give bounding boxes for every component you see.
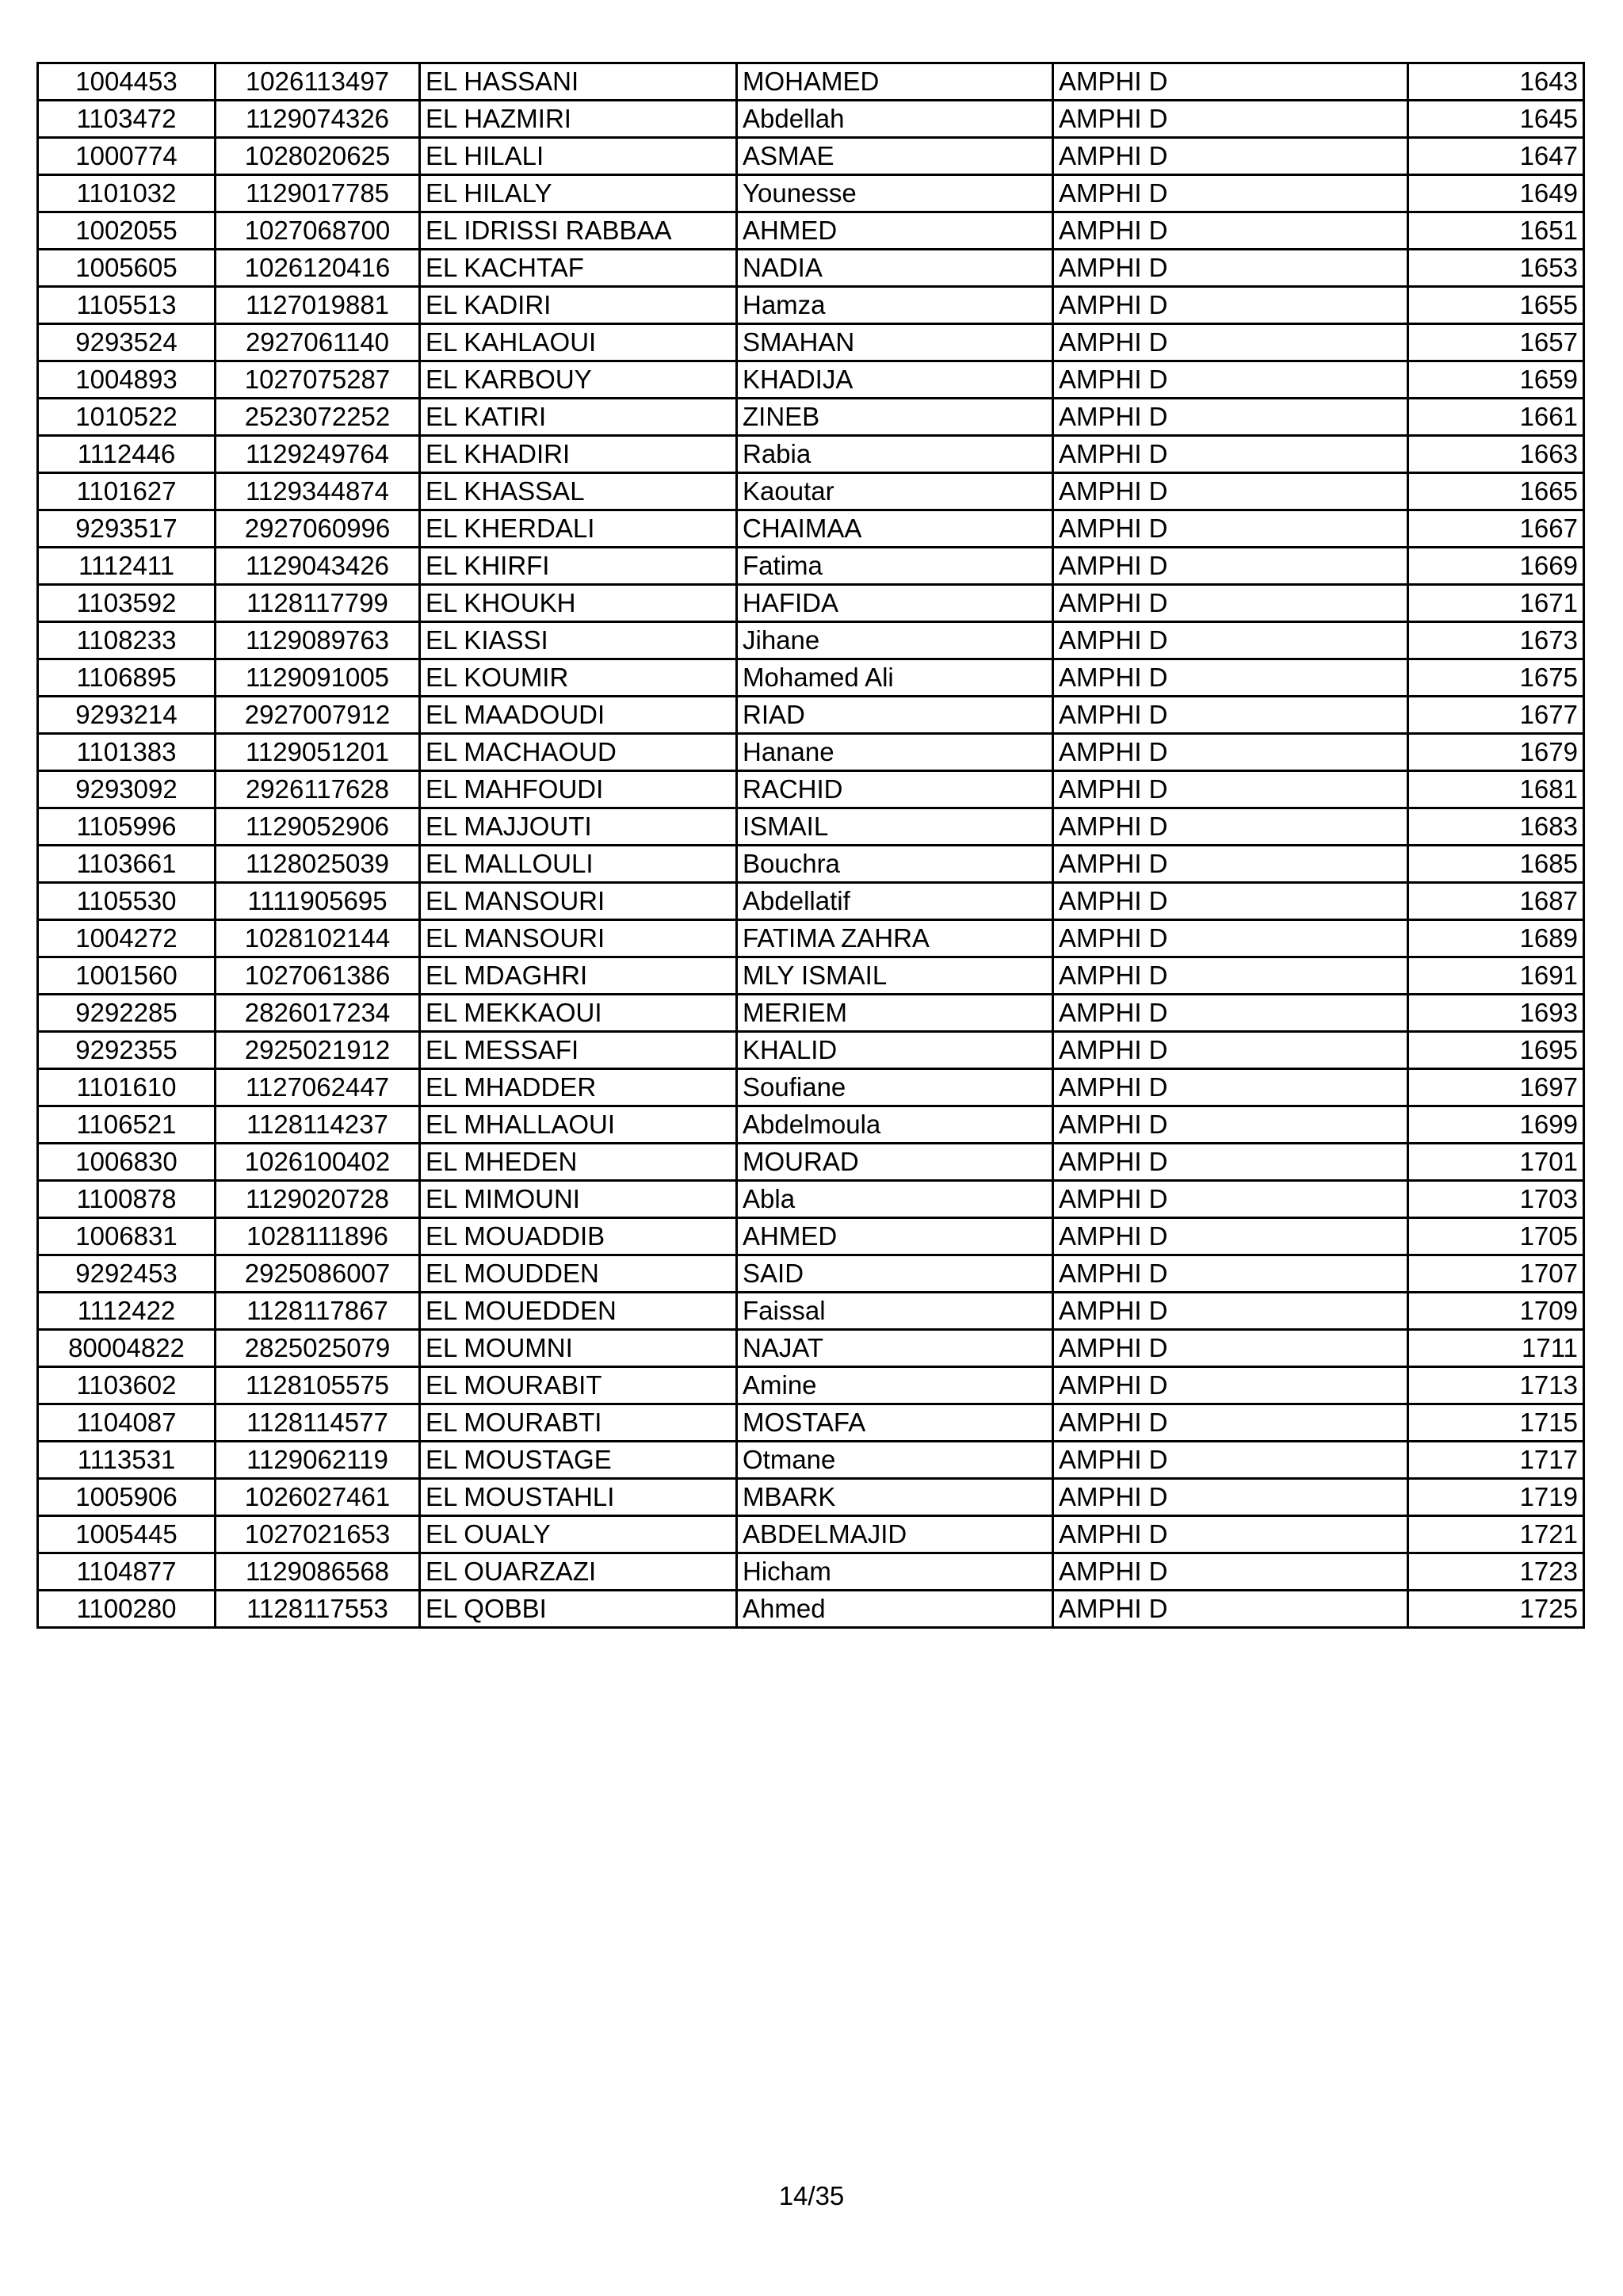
- student-id-cell: 1103602: [38, 1367, 216, 1404]
- table-row: [38, 1367, 1584, 1404]
- first-name-cell: Hamza: [737, 287, 1053, 324]
- room-cell: AMPHI D: [1053, 846, 1408, 883]
- room-cell: AMPHI D: [1053, 1330, 1408, 1367]
- first-name-cell: Abdellatif: [737, 883, 1053, 920]
- registration-number-cell: 1129344874: [216, 473, 420, 510]
- last-name-cell: EL MANSOURI: [420, 883, 737, 920]
- table-row: [38, 1181, 1584, 1218]
- first-name-cell: Younesse: [737, 175, 1053, 212]
- registration-number-cell: 1128105575: [216, 1367, 420, 1404]
- first-name-cell: MERIEM: [737, 995, 1053, 1032]
- seat-number-cell: 1661: [1408, 399, 1584, 436]
- student-id-cell: 1000774: [38, 138, 216, 175]
- student-id-cell: 1105530: [38, 883, 216, 920]
- student-id-cell: 1105513: [38, 287, 216, 324]
- last-name-cell: EL MIMOUNI: [420, 1181, 737, 1218]
- table-row: [38, 697, 1584, 734]
- first-name-cell: MOSTAFA: [737, 1404, 1053, 1442]
- room-cell: AMPHI D: [1053, 1442, 1408, 1479]
- seat-number-cell: 1673: [1408, 622, 1584, 659]
- student-id-cell: 1112422: [38, 1293, 216, 1330]
- table-row: [38, 63, 1584, 101]
- seat-number-cell: 1655: [1408, 287, 1584, 324]
- table-row: [38, 957, 1584, 995]
- student-id-cell: 1101627: [38, 473, 216, 510]
- first-name-cell: Otmane: [737, 1442, 1053, 1479]
- seat-number-cell: 1667: [1408, 510, 1584, 548]
- table-row: [38, 734, 1584, 771]
- last-name-cell: EL KHERDALI: [420, 510, 737, 548]
- first-name-cell: NAJAT: [737, 1330, 1053, 1367]
- room-cell: AMPHI D: [1053, 1479, 1408, 1516]
- seat-number-cell: 1677: [1408, 697, 1584, 734]
- registration-number-cell: 2523072252: [216, 399, 420, 436]
- student-id-cell: 9293524: [38, 324, 216, 361]
- student-id-cell: 1105996: [38, 808, 216, 846]
- registration-number-cell: 1027068700: [216, 212, 420, 250]
- room-cell: AMPHI D: [1053, 1106, 1408, 1144]
- student-id-cell: 1108233: [38, 622, 216, 659]
- first-name-cell: Ahmed: [737, 1591, 1053, 1628]
- first-name-cell: AHMED: [737, 1218, 1053, 1255]
- table-row: [38, 1255, 1584, 1293]
- registration-number-cell: 1128117553: [216, 1591, 420, 1628]
- student-id-cell: 1101032: [38, 175, 216, 212]
- registration-number-cell: 2926117628: [216, 771, 420, 808]
- last-name-cell: EL KATIRI: [420, 399, 737, 436]
- student-id-cell: 9292453: [38, 1255, 216, 1293]
- seat-number-cell: 1665: [1408, 473, 1584, 510]
- table-row: [38, 1442, 1584, 1479]
- last-name-cell: EL HAZMIRI: [420, 101, 737, 138]
- first-name-cell: Hanane: [737, 734, 1053, 771]
- room-cell: AMPHI D: [1053, 1218, 1408, 1255]
- table-row: [38, 883, 1584, 920]
- table-row: [38, 1591, 1584, 1628]
- seat-number-cell: 1657: [1408, 324, 1584, 361]
- first-name-cell: Bouchra: [737, 846, 1053, 883]
- seat-number-cell: 1647: [1408, 138, 1584, 175]
- registration-number-cell: 2927061140: [216, 324, 420, 361]
- seat-number-cell: 1683: [1408, 808, 1584, 846]
- student-id-cell: 9292285: [38, 995, 216, 1032]
- table-row: [38, 324, 1584, 361]
- registration-number-cell: 1129052906: [216, 808, 420, 846]
- first-name-cell: ISMAIL: [737, 808, 1053, 846]
- table-row: [38, 361, 1584, 399]
- room-cell: AMPHI D: [1053, 734, 1408, 771]
- table-row: [38, 1144, 1584, 1181]
- room-cell: AMPHI D: [1053, 883, 1408, 920]
- table-row: [38, 1479, 1584, 1516]
- room-cell: AMPHI D: [1053, 101, 1408, 138]
- last-name-cell: EL MOURABTI: [420, 1404, 737, 1442]
- last-name-cell: EL KHADIRI: [420, 436, 737, 473]
- student-id-cell: 1006831: [38, 1218, 216, 1255]
- last-name-cell: EL MOUEDDEN: [420, 1293, 737, 1330]
- student-id-cell: 9292355: [38, 1032, 216, 1069]
- room-cell: AMPHI D: [1053, 324, 1408, 361]
- last-name-cell: EL MOUSTAGE: [420, 1442, 737, 1479]
- student-id-cell: 1101383: [38, 734, 216, 771]
- registration-number-cell: 1129017785: [216, 175, 420, 212]
- last-name-cell: EL MHEDEN: [420, 1144, 737, 1181]
- room-cell: AMPHI D: [1053, 1367, 1408, 1404]
- registration-number-cell: 1129051201: [216, 734, 420, 771]
- first-name-cell: Fatima: [737, 548, 1053, 585]
- table-row: [38, 1069, 1584, 1106]
- first-name-cell: MOURAD: [737, 1144, 1053, 1181]
- seat-number-cell: 1669: [1408, 548, 1584, 585]
- first-name-cell: HAFIDA: [737, 585, 1053, 622]
- last-name-cell: EL MAJJOUTI: [420, 808, 737, 846]
- room-cell: AMPHI D: [1053, 361, 1408, 399]
- student-id-cell: 1103661: [38, 846, 216, 883]
- seat-number-cell: 1671: [1408, 585, 1584, 622]
- seat-number-cell: 1649: [1408, 175, 1584, 212]
- registration-number-cell: 2925086007: [216, 1255, 420, 1293]
- registration-number-cell: 1028020625: [216, 138, 420, 175]
- last-name-cell: EL KHASSAL: [420, 473, 737, 510]
- last-name-cell: EL MHADDER: [420, 1069, 737, 1106]
- room-cell: AMPHI D: [1053, 1144, 1408, 1181]
- table-row: [38, 920, 1584, 957]
- table-row: [38, 659, 1584, 697]
- last-name-cell: EL HILALY: [420, 175, 737, 212]
- seat-number-cell: 1699: [1408, 1106, 1584, 1144]
- seat-number-cell: 1723: [1408, 1553, 1584, 1591]
- last-name-cell: EL KACHTAF: [420, 250, 737, 287]
- table-row: [38, 1330, 1584, 1367]
- student-id-cell: 1106895: [38, 659, 216, 697]
- seat-number-cell: 1705: [1408, 1218, 1584, 1255]
- first-name-cell: Rabia: [737, 436, 1053, 473]
- registration-number-cell: 1028102144: [216, 920, 420, 957]
- seat-number-cell: 1643: [1408, 63, 1584, 101]
- room-cell: AMPHI D: [1053, 1069, 1408, 1106]
- first-name-cell: Jihane: [737, 622, 1053, 659]
- student-id-cell: 1100280: [38, 1591, 216, 1628]
- student-id-cell: 1002055: [38, 212, 216, 250]
- registration-number-cell: 1128025039: [216, 846, 420, 883]
- table-row: [38, 995, 1584, 1032]
- registration-number-cell: 1128117799: [216, 585, 420, 622]
- table-row: [38, 1218, 1584, 1255]
- table-row: [38, 808, 1584, 846]
- last-name-cell: EL HILALI: [420, 138, 737, 175]
- first-name-cell: SAID: [737, 1255, 1053, 1293]
- first-name-cell: Abla: [737, 1181, 1053, 1218]
- first-name-cell: ZINEB: [737, 399, 1053, 436]
- registration-number-cell: 1026113497: [216, 63, 420, 101]
- first-name-cell: FATIMA ZAHRA: [737, 920, 1053, 957]
- student-id-cell: 1103592: [38, 585, 216, 622]
- first-name-cell: Mohamed Ali: [737, 659, 1053, 697]
- last-name-cell: EL MAADOUDI: [420, 697, 737, 734]
- room-cell: AMPHI D: [1053, 212, 1408, 250]
- room-cell: AMPHI D: [1053, 771, 1408, 808]
- room-cell: AMPHI D: [1053, 1591, 1408, 1628]
- registration-number-cell: 1129020728: [216, 1181, 420, 1218]
- last-name-cell: EL KIASSI: [420, 622, 737, 659]
- student-id-cell: 1006830: [38, 1144, 216, 1181]
- last-name-cell: EL KADIRI: [420, 287, 737, 324]
- last-name-cell: EL MAHFOUDI: [420, 771, 737, 808]
- room-cell: AMPHI D: [1053, 548, 1408, 585]
- first-name-cell: NADIA: [737, 250, 1053, 287]
- registration-number-cell: 1129062119: [216, 1442, 420, 1479]
- room-cell: AMPHI D: [1053, 399, 1408, 436]
- registration-number-cell: 1027021653: [216, 1516, 420, 1553]
- seat-number-cell: 1707: [1408, 1255, 1584, 1293]
- student-roster-table: [36, 62, 1585, 1629]
- seat-number-cell: 1721: [1408, 1516, 1584, 1553]
- room-cell: AMPHI D: [1053, 175, 1408, 212]
- seat-number-cell: 1659: [1408, 361, 1584, 399]
- last-name-cell: EL HASSANI: [420, 63, 737, 101]
- seat-number-cell: 1663: [1408, 436, 1584, 473]
- room-cell: AMPHI D: [1053, 287, 1408, 324]
- first-name-cell: CHAIMAA: [737, 510, 1053, 548]
- student-id-cell: 1004272: [38, 920, 216, 957]
- first-name-cell: Hicham: [737, 1553, 1053, 1591]
- room-cell: AMPHI D: [1053, 1181, 1408, 1218]
- seat-number-cell: 1685: [1408, 846, 1584, 883]
- registration-number-cell: 1128114577: [216, 1404, 420, 1442]
- seat-number-cell: 1651: [1408, 212, 1584, 250]
- roster-body: [38, 63, 1584, 1628]
- registration-number-cell: 1127019881: [216, 287, 420, 324]
- table-row: [38, 138, 1584, 175]
- room-cell: AMPHI D: [1053, 697, 1408, 734]
- student-id-cell: 9293214: [38, 697, 216, 734]
- first-name-cell: KHALID: [737, 1032, 1053, 1069]
- room-cell: AMPHI D: [1053, 920, 1408, 957]
- seat-number-cell: 1653: [1408, 250, 1584, 287]
- seat-number-cell: 1711: [1408, 1330, 1584, 1367]
- seat-number-cell: 1713: [1408, 1367, 1584, 1404]
- student-id-cell: 1004453: [38, 63, 216, 101]
- table-row: [38, 436, 1584, 473]
- table-row: [38, 287, 1584, 324]
- registration-number-cell: 1128114237: [216, 1106, 420, 1144]
- registration-number-cell: 1026100402: [216, 1144, 420, 1181]
- registration-number-cell: 2927007912: [216, 697, 420, 734]
- table-row: [38, 101, 1584, 138]
- student-id-cell: 1010522: [38, 399, 216, 436]
- student-id-cell: 1005906: [38, 1479, 216, 1516]
- seat-number-cell: 1693: [1408, 995, 1584, 1032]
- registration-number-cell: 1129091005: [216, 659, 420, 697]
- last-name-cell: EL IDRISSI RABBAA: [420, 212, 737, 250]
- seat-number-cell: 1695: [1408, 1032, 1584, 1069]
- last-name-cell: EL KAHLAOUI: [420, 324, 737, 361]
- room-cell: AMPHI D: [1053, 510, 1408, 548]
- first-name-cell: Faissal: [737, 1293, 1053, 1330]
- seat-number-cell: 1681: [1408, 771, 1584, 808]
- table-row: [38, 175, 1584, 212]
- table-row: [38, 1106, 1584, 1144]
- room-cell: AMPHI D: [1053, 1293, 1408, 1330]
- room-cell: AMPHI D: [1053, 585, 1408, 622]
- last-name-cell: EL KARBOUY: [420, 361, 737, 399]
- student-id-cell: 9293517: [38, 510, 216, 548]
- first-name-cell: ABDELMAJID: [737, 1516, 1053, 1553]
- student-id-cell: 1113531: [38, 1442, 216, 1479]
- table-row: [38, 622, 1584, 659]
- seat-number-cell: 1701: [1408, 1144, 1584, 1181]
- last-name-cell: EL MHALLAOUI: [420, 1106, 737, 1144]
- registration-number-cell: 1027061386: [216, 957, 420, 995]
- last-name-cell: EL OUARZAZI: [420, 1553, 737, 1591]
- seat-number-cell: 1719: [1408, 1479, 1584, 1516]
- last-name-cell: EL KHIRFI: [420, 548, 737, 585]
- student-id-cell: 9293092: [38, 771, 216, 808]
- registration-number-cell: 1129074326: [216, 101, 420, 138]
- student-id-cell: 1001560: [38, 957, 216, 995]
- room-cell: AMPHI D: [1053, 957, 1408, 995]
- last-name-cell: EL MESSAFI: [420, 1032, 737, 1069]
- seat-number-cell: 1717: [1408, 1442, 1584, 1479]
- first-name-cell: Amine: [737, 1367, 1053, 1404]
- table-row: [38, 399, 1584, 436]
- seat-number-cell: 1725: [1408, 1591, 1584, 1628]
- room-cell: AMPHI D: [1053, 622, 1408, 659]
- room-cell: AMPHI D: [1053, 1516, 1408, 1553]
- table-row: [38, 1032, 1584, 1069]
- student-id-cell: 1106521: [38, 1106, 216, 1144]
- first-name-cell: RIAD: [737, 697, 1053, 734]
- room-cell: AMPHI D: [1053, 436, 1408, 473]
- room-cell: AMPHI D: [1053, 808, 1408, 846]
- registration-number-cell: 1129089763: [216, 622, 420, 659]
- table-row: [38, 1553, 1584, 1591]
- first-name-cell: Abdelmoula: [737, 1106, 1053, 1144]
- student-id-cell: 1104087: [38, 1404, 216, 1442]
- student-id-cell: 1005445: [38, 1516, 216, 1553]
- seat-number-cell: 1675: [1408, 659, 1584, 697]
- table-row: [38, 548, 1584, 585]
- student-id-cell: 1004893: [38, 361, 216, 399]
- last-name-cell: EL KHOUKH: [420, 585, 737, 622]
- last-name-cell: EL MEKKAOUI: [420, 995, 737, 1032]
- first-name-cell: MLY ISMAIL: [737, 957, 1053, 995]
- room-cell: AMPHI D: [1053, 63, 1408, 101]
- registration-number-cell: 1129086568: [216, 1553, 420, 1591]
- last-name-cell: EL MDAGHRI: [420, 957, 737, 995]
- first-name-cell: KHADIJA: [737, 361, 1053, 399]
- student-id-cell: 1112446: [38, 436, 216, 473]
- student-id-cell: 1005605: [38, 250, 216, 287]
- last-name-cell: EL MACHAOUD: [420, 734, 737, 771]
- page-number: 14/35: [778, 2181, 845, 2210]
- seat-number-cell: 1679: [1408, 734, 1584, 771]
- room-cell: AMPHI D: [1053, 1032, 1408, 1069]
- table-row: [38, 250, 1584, 287]
- room-cell: AMPHI D: [1053, 1404, 1408, 1442]
- student-id-cell: 1112411: [38, 548, 216, 585]
- registration-number-cell: 1129043426: [216, 548, 420, 585]
- table-row: [38, 212, 1584, 250]
- seat-number-cell: 1715: [1408, 1404, 1584, 1442]
- first-name-cell: AHMED: [737, 212, 1053, 250]
- table-row: [38, 510, 1584, 548]
- room-cell: AMPHI D: [1053, 659, 1408, 697]
- seat-number-cell: 1645: [1408, 101, 1584, 138]
- last-name-cell: EL MOUDDEN: [420, 1255, 737, 1293]
- last-name-cell: EL OUALY: [420, 1516, 737, 1553]
- registration-number-cell: 2925021912: [216, 1032, 420, 1069]
- student-id-cell: 1100878: [38, 1181, 216, 1218]
- last-name-cell: EL MOUMNI: [420, 1330, 737, 1367]
- seat-number-cell: 1689: [1408, 920, 1584, 957]
- registration-number-cell: 1027075287: [216, 361, 420, 399]
- last-name-cell: EL MANSOURI: [420, 920, 737, 957]
- student-id-cell: 1103472: [38, 101, 216, 138]
- seat-number-cell: 1697: [1408, 1069, 1584, 1106]
- table-row: [38, 473, 1584, 510]
- first-name-cell: MBARK: [737, 1479, 1053, 1516]
- first-name-cell: MOHAMED: [737, 63, 1053, 101]
- last-name-cell: EL MOURABIT: [420, 1367, 737, 1404]
- registration-number-cell: 2826017234: [216, 995, 420, 1032]
- registration-number-cell: 1127062447: [216, 1069, 420, 1106]
- table-row: [38, 1293, 1584, 1330]
- last-name-cell: EL MALLOULI: [420, 846, 737, 883]
- first-name-cell: Soufiane: [737, 1069, 1053, 1106]
- room-cell: AMPHI D: [1053, 473, 1408, 510]
- seat-number-cell: 1709: [1408, 1293, 1584, 1330]
- last-name-cell: EL MOUSTAHLI: [420, 1479, 737, 1516]
- first-name-cell: RACHID: [737, 771, 1053, 808]
- registration-number-cell: 2825025079: [216, 1330, 420, 1367]
- registration-number-cell: 1111905695: [216, 883, 420, 920]
- room-cell: AMPHI D: [1053, 1255, 1408, 1293]
- registration-number-cell: 1129249764: [216, 436, 420, 473]
- table-row: [38, 1404, 1584, 1442]
- seat-number-cell: 1687: [1408, 883, 1584, 920]
- table-row: [38, 1516, 1584, 1553]
- last-name-cell: EL KOUMIR: [420, 659, 737, 697]
- last-name-cell: EL QOBBI: [420, 1591, 737, 1628]
- registration-number-cell: 1128117867: [216, 1293, 420, 1330]
- registration-number-cell: 1026027461: [216, 1479, 420, 1516]
- registration-number-cell: 1026120416: [216, 250, 420, 287]
- student-id-cell: 1104877: [38, 1553, 216, 1591]
- room-cell: AMPHI D: [1053, 138, 1408, 175]
- seat-number-cell: 1691: [1408, 957, 1584, 995]
- registration-number-cell: 1028111896: [216, 1218, 420, 1255]
- student-id-cell: 80004822: [38, 1330, 216, 1367]
- room-cell: AMPHI D: [1053, 250, 1408, 287]
- last-name-cell: EL MOUADDIB: [420, 1218, 737, 1255]
- student-id-cell: 1101610: [38, 1069, 216, 1106]
- table-row: [38, 846, 1584, 883]
- registration-number-cell: 2927060996: [216, 510, 420, 548]
- first-name-cell: Abdellah: [737, 101, 1053, 138]
- table-row: [38, 585, 1584, 622]
- room-cell: AMPHI D: [1053, 995, 1408, 1032]
- table-row: [38, 771, 1584, 808]
- seat-number-cell: 1703: [1408, 1181, 1584, 1218]
- room-cell: AMPHI D: [1053, 1553, 1408, 1591]
- first-name-cell: ASMAE: [737, 138, 1053, 175]
- first-name-cell: Kaoutar: [737, 473, 1053, 510]
- first-name-cell: SMAHAN: [737, 324, 1053, 361]
